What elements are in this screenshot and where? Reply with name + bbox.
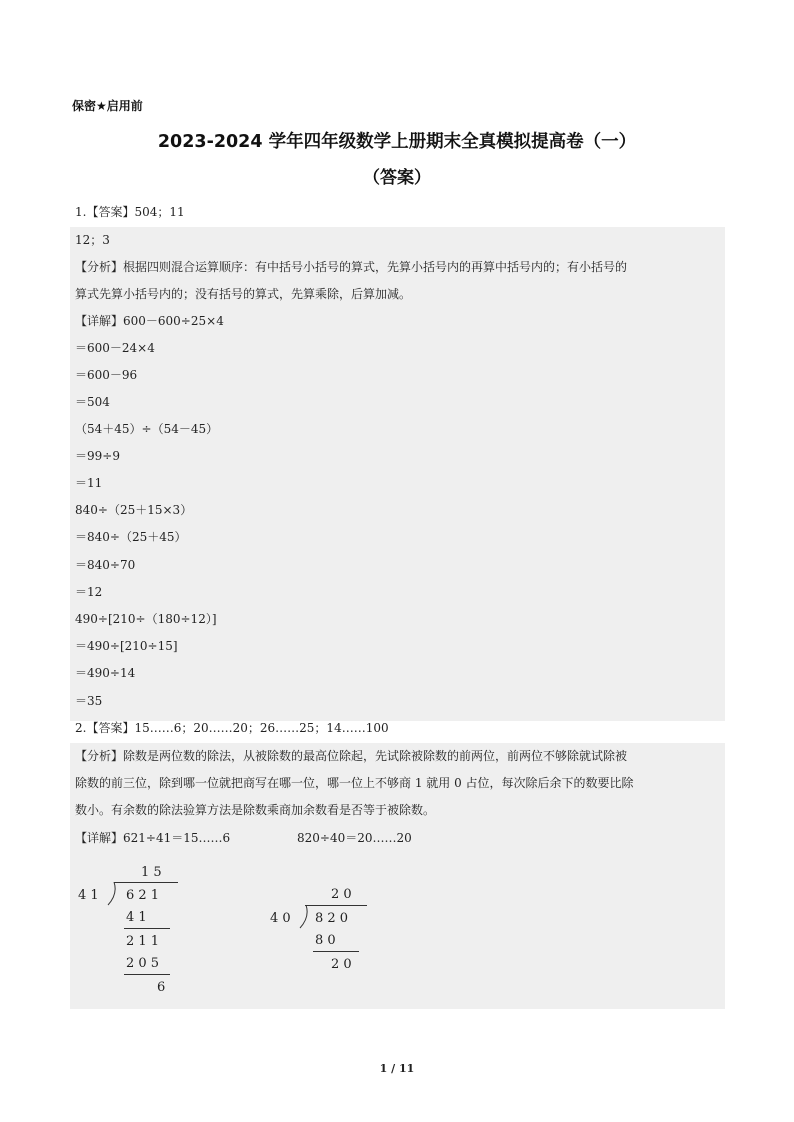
divisor: 4 0 <box>270 911 291 926</box>
q1-detail-line: ＝600－96 <box>75 368 138 382</box>
q2-detail-b: 820÷40＝20……20 <box>297 831 412 845</box>
q1-detail-line: ＝490÷14 <box>75 666 136 680</box>
q1-detail-line: ＝840÷（25＋45） <box>75 530 187 544</box>
partial-product: 8 0 <box>315 933 336 948</box>
q1-analysis-line-2: 算式先算小括号内的；没有括号的算式，先算乘除，后算加减。 <box>75 287 412 301</box>
remainder: 2 0 <box>331 957 352 972</box>
q1-detail-line: 840÷（25＋15×3） <box>75 503 193 517</box>
page-number: 1 / 11 <box>379 1062 415 1075</box>
partial-remainder: 2 1 1 <box>126 934 160 949</box>
division-bracket <box>106 882 118 906</box>
q1-detail-line: 490÷[210÷（180÷12）] <box>75 612 217 626</box>
quotient: 1 5 <box>141 865 162 880</box>
q2-analysis-line-1: 【分析】除数是两位数的除法，从被除数的最高位除起，先试除被除数的前两位，前两位不够除就试除被 <box>75 749 628 763</box>
division-bar <box>114 882 178 883</box>
q1-answer-continued: 12；3 <box>75 233 110 247</box>
q1-detail-line: ＝600－24×4 <box>75 341 155 355</box>
partial-product: 2 0 5 <box>126 956 160 971</box>
q1-detail-line: ＝11 <box>75 476 103 490</box>
q1-detail-line: ＝490÷[210÷15] <box>75 639 178 653</box>
divisor: 4 1 <box>78 888 99 903</box>
q1-detail-line: ＝12 <box>75 585 103 599</box>
q1-detail-line: ＝504 <box>75 395 110 409</box>
q1-detail-line: ＝99÷9 <box>75 449 120 463</box>
q2-analysis-line-2: 除数的前三位，除到哪一位就把商写在哪一位，哪一位上不够商 1 就用 0 占位，每次除后余下的数要比除 <box>75 776 634 790</box>
q2-analysis-line-3: 数小。有余数的除法验算方法是除数乘商加余数看是否等于被除数。 <box>75 803 436 817</box>
dividend: 6 2 1 <box>126 888 160 903</box>
q1-detail-line: （54＋45）÷（54－45） <box>75 422 219 436</box>
partial-product: 4 1 <box>126 910 147 925</box>
q2-answer: 2.【答案】15……6；20……20；26……25；14……100 <box>75 721 389 735</box>
subtraction-line <box>124 974 170 975</box>
division-bracket <box>298 905 310 929</box>
q2-detail-a: 【详解】621÷41＝15……6 <box>75 831 231 845</box>
q1-detail-line: 【详解】600－600÷25×4 <box>75 314 224 328</box>
q1-answer: 1.【答案】504；11 <box>75 205 185 219</box>
page-title: 2023-2024 学年四年级数学上册期末全真模拟提高卷（一） <box>157 132 637 152</box>
q1-analysis-line-1: 【分析】根据四则混合运算顺序：有中括号小括号的算式，先算小括号内的再算中括号内的；有小括号的 <box>75 260 628 274</box>
quotient: 2 0 <box>331 887 352 902</box>
page-subtitle: （答案） <box>363 168 431 188</box>
q1-detail-line: ＝840÷70 <box>75 558 136 572</box>
subtraction-line <box>313 951 359 952</box>
subtraction-line <box>124 928 170 929</box>
q1-detail-line: ＝35 <box>75 694 103 708</box>
dividend: 8 2 0 <box>315 911 349 926</box>
confidential-label: 保密★启用前 <box>72 99 143 113</box>
division-bar <box>305 905 367 906</box>
remainder: 6 <box>157 980 166 995</box>
